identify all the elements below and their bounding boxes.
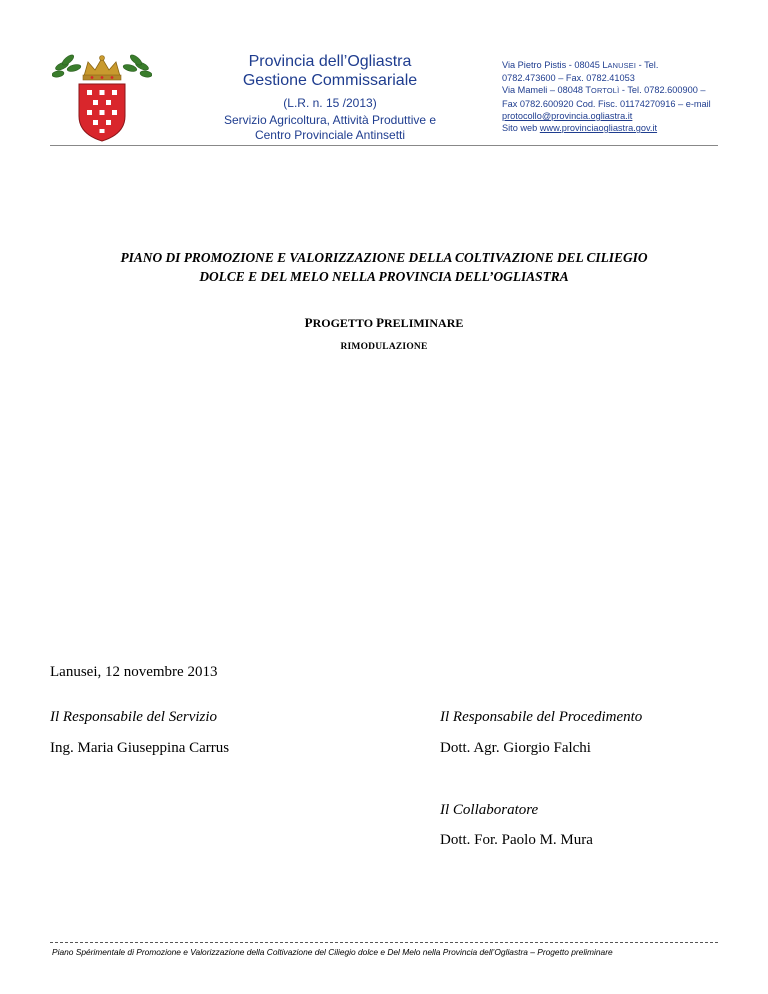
collaborator-name: Dott. For. Paolo M. Mura — [440, 832, 593, 848]
contact-line-3: Via Mameli – 08048 TORTOLÌ - Tel. 0782.600900 – — [502, 85, 706, 96]
right-signature-role: Il Responsabile del Procedimento — [440, 709, 643, 725]
footer-divider — [50, 942, 718, 943]
province-coat-of-arms-icon — [52, 46, 152, 146]
service-line-2: Centro Provinciale Antinsetti — [254, 128, 406, 142]
header-divider — [50, 145, 718, 146]
header-organization — [200, 52, 460, 143]
right-signature-name: Dott. Agr. Giorgio Falchi — [440, 740, 591, 756]
org-name: Provincia dell’Ogliastra — [248, 53, 412, 70]
email-link[interactable]: protocollo@provincia.ogliastra.it — [502, 110, 633, 121]
left-signature-role: Il Responsabile del Servizio — [50, 709, 218, 725]
collaborator-role: Il Collaboratore — [440, 802, 539, 818]
header-contacts — [502, 59, 732, 134]
left-signature-name: Ing. Maria Giuseppina Carrus — [50, 740, 230, 756]
footer-text: Piano Spérimentale di Promozione e Valorizzazione della Coltivazione del Ciliegio dolce e Del Melo nella Provincia dell’Ogliastra – Progetto preliminare — [52, 947, 613, 957]
contact-line-1: Via Pietro Pistis - 08045 LANUSEI - Tel. — [502, 60, 659, 70]
document-subtitle-2: RIMODULAZIONE — [340, 342, 428, 352]
org-subtitle: Gestione Commissariale — [242, 72, 418, 89]
contact-line-2: 0782.473600 – Fax. 0782.41053 — [502, 73, 635, 84]
website-link[interactable]: www.provinciaogliastra.gov.it — [539, 123, 658, 134]
contact-line-4: Fax 0782.600920 Cod. Fisc. 01174270916 – e-mail — [502, 98, 711, 109]
service-line-1: Servizio Agricoltura, Attività Produttive e — [223, 113, 437, 127]
document-subtitle: PROGETTO PRELIMINARE — [304, 315, 464, 330]
law-reference: (L.R. n. 15 /2013) — [283, 96, 377, 110]
place-date: Lanusei, 12 novembre 2013 — [50, 664, 218, 680]
document-title: PIANO DI PROMOZIONE E VALORIZZAZIONE DELLA COLTIVAZIONE DEL CILIEGIO DOLCE E DEL MELO NELLA PROVINCIA DELL’OGLIASTRA — [120, 250, 648, 284]
website-line: Sito web www.provinciaogliastra.gov.it — [502, 123, 658, 134]
